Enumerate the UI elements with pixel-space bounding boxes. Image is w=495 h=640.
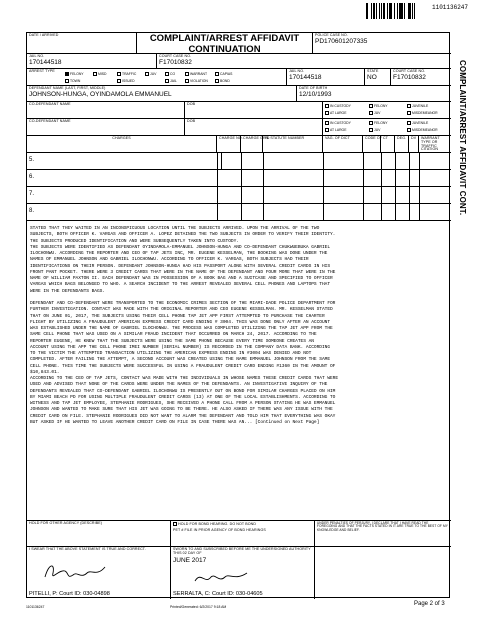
checkbox-icon: [369, 121, 373, 125]
narrative-line: NAMES OF EMMANUEL JOHNSON AND GABRIEL ILOCHONWU. ACCORDING TO OFFICER K. VARGAS, BOTH SUBJECTS HAD THEIR: [30, 257, 309, 263]
opt-bond[interactable]: [215, 79, 230, 83]
narrative-line: COMPLETED. AFTER FAILING THE ATTEMPT, A SECOND ACCOUNT WAS CREATED USING THE NAME EMMANUEL JOHNSON FROM THE SAME: [30, 357, 331, 363]
swear-left: I SWEAR THAT THE ABOVE STATEMENT IS TRUE AND CORRECT.: [29, 547, 146, 551]
col-label: CT: [383, 136, 388, 140]
opt-label: TOWN: [70, 79, 81, 83]
col-label: VAG. OF DICT: [325, 136, 350, 140]
codef2-dob-cell: [185, 119, 323, 135]
narrative-line: USED AND ADVISED THAT NONE OF THE CARDS WERE UNDER THE NAMES OF THE DEFENDANTS. AN INVESTIGATIVE INQUIRY OF THE: [30, 382, 328, 388]
checkbox-icon: [215, 79, 219, 83]
opt-label: BOND: [220, 79, 230, 83]
date-cell: [27, 33, 137, 53]
opt-capias[interactable]: [215, 72, 232, 76]
form-subtitle: CONTINUATION: [188, 43, 261, 55]
column-divider: [363, 153, 364, 221]
form-title: COMPLAINT/ARREST AFFIDAVIT: [149, 33, 300, 44]
codef2-juv[interactable]: [369, 128, 380, 132]
narrative-line: CREDIT CARD ON FILE. STEPHANIE RODRIGUES DID NOT WANT TO ALARM THE DEFENDANT AND TOLD HIM THAT EVERYTHING WAS OKAY: [30, 413, 336, 419]
opt-warrant[interactable]: [185, 72, 207, 76]
codef2-large[interactable]: [325, 128, 346, 132]
narrative-line: ILOCHONWU. ACCORDING THE REPORTER AND CEO OF TAP JETS INC, MR. EUGENE KESSELMAN, THE BOOKING WAS DONE UNDER THE: [30, 251, 328, 256]
codefendant-row-2: [27, 119, 451, 136]
opt-felony[interactable]: [65, 72, 84, 76]
defendant-label: DEFENDANT NAME (LAST, FIRST, MIDDLE): [29, 86, 106, 90]
page-number: Page 2 of 3: [414, 601, 445, 607]
opt-label: CO: [170, 72, 176, 76]
opt-label: WARRANT: [190, 72, 208, 76]
perjury-cell: [315, 521, 451, 546]
footer-printed: Printed/Generated: 6/2/2017 9:18 AM: [170, 605, 227, 609]
court-case-cell: [157, 54, 451, 68]
checkbox-icon: [407, 104, 411, 108]
signature-row: [27, 547, 451, 599]
narrative-line: SAME CELL PHONE THAT WAS USED ON A SIMILAR FRAUD INCIDENT THAT OCCURRED ON MARCH 24, 2017. ACCORDING TO THE: [30, 332, 317, 338]
opt-label: JUV: [374, 128, 381, 132]
hold-row: [27, 521, 451, 547]
opt-label: FELONY: [70, 72, 84, 76]
form-frame: [26, 32, 450, 598]
narrative-line: FLIGHT BY UTILIZING A FRAUDULENT AMERICAN EXPRESS CREDIT CARD ENDING # 3004. THIS WAS DONE ONLY AFTER AN ACCOUNT: [30, 319, 331, 325]
opt-label: TRAFFIC: [122, 72, 137, 76]
checkbox-icon: [165, 72, 169, 76]
opt-label: VIOLATION: [190, 79, 208, 83]
codef2-cell: [27, 119, 185, 135]
checkbox-icon: [325, 128, 329, 132]
column-divider: [409, 153, 410, 221]
date-label: DATE / ARRIVED: [29, 33, 59, 37]
hold-bond-cell: [171, 521, 315, 546]
charge-row: [27, 170, 451, 187]
court-case-no: F17010832: [159, 58, 192, 66]
jail-no2-cell: [287, 69, 365, 85]
narrative-line: THAT ON JUNE 01, 2017, THE SUBJECTS USING THEIR CELL PHONE TAP JET APP FIRST ATTEMPTED TO PURCHASE THE CHARTER: [30, 313, 325, 319]
jail-no2-label: JAIL NO.: [289, 69, 305, 73]
charges-col-header: [27, 136, 217, 152]
opt-label: AT LARGE: [330, 111, 347, 115]
column-divider: [381, 153, 382, 221]
checkbox-icon: [65, 79, 69, 83]
checkbox-icon: [325, 121, 329, 125]
codef1-felony[interactable]: [369, 104, 388, 108]
codef2-dob-label: DOB: [187, 119, 196, 123]
charges-header-row: [27, 136, 451, 153]
codef2-opts: [323, 119, 451, 135]
perjury-text: UNDER PENALTIES OF PERJURY, I DECLARE THAT I HAVE READ THE FOREGOING AND THAT THE FACTS STATED IN IT ARE TRUE TO THE BEST OF MY KNOWLEDGE AND BELIEF.: [317, 521, 448, 532]
opt-town[interactable]: [65, 79, 80, 83]
opt-traffic[interactable]: [117, 72, 136, 76]
blank-sign-cell: [315, 547, 451, 599]
state-cell: [365, 69, 391, 85]
narrative-line: THE SUBJECTS WERE IDENTIFIED AS DEFENDANT OYINDAMOLA-EMMANUEL JOHNSON-HUNGA AND CO-DEFENDANT CHUKWUEBUKA GABRIEL: [30, 244, 331, 250]
narrative-line: FRONT PANT POCKET. THERE WERE 3 CREDIT CARDS THAT WERE IN THE NAME OF THE DEFENDANT AND FOUR MORE THAT WERE IN THE: [30, 269, 336, 275]
checkbox-icon: [369, 104, 373, 108]
col-label: DV: [411, 136, 417, 140]
checkbox-icon: [93, 72, 97, 76]
arrest-type-row: [27, 69, 451, 86]
opt-label: FELONY: [374, 121, 388, 125]
narrative-text: [30, 226, 448, 426]
opt-label: JUV: [150, 72, 157, 76]
opt-co[interactable]: [165, 72, 175, 76]
charge-row-number: 5.: [29, 157, 35, 163]
officer1-signature: [41, 559, 111, 585]
title-cell: [137, 33, 313, 53]
checkbox-icon: [325, 104, 329, 108]
opt-label: IN CUSTODY: [330, 121, 351, 125]
document-number: 1101136247: [432, 4, 469, 11]
checkbox-icon: [145, 72, 149, 76]
hold-bond-sub: PET # FILE IN PRIOR AGENCY OF BOND HEARINGS: [173, 527, 266, 532]
ct-col-header: [381, 136, 395, 152]
narrative-line: DEFENDANT AND CO-DEFENDANT WERE TRANSPORTED TO THE ECONOMIC CRIMES SECTION OF THE MIAMI-DADE POLICE DEPARTMENT FOR: [30, 301, 336, 306]
title-row: [27, 33, 451, 54]
codef2-custody[interactable]: [325, 121, 351, 125]
codefendant-row-1: [27, 102, 451, 119]
checkbox-icon: [173, 522, 177, 526]
codef1-custody[interactable]: [325, 104, 351, 108]
dob-cell: [297, 86, 451, 101]
side-title: COMPLAINT/ARREST AFFIDAVIT CONT.: [458, 60, 467, 216]
checkbox-icon: [65, 72, 69, 76]
opt-label: MISD: [98, 72, 107, 76]
checkbox-icon: [369, 128, 373, 132]
narrative-line: WAS ESTABLISHED UNDER THE NAME OF GABRIEL ILOCHONWU. THE PROCESS WAS COMPLETED UTILIZING THE TAP JET APP FROM THE: [30, 326, 333, 331]
narrative-line: WITNESS AND TAP JET EMPLOYEE, STEPHANIE RODRIGUES, SHE RECEIVED A PHONE CALL FROM A PERSON STATING HE WAS EMMANUEL: [30, 401, 336, 406]
officer1-name: PITELLI, P: Court ID: 030-04898: [29, 590, 110, 597]
deg-col-header: [395, 136, 409, 152]
opt-label: JUV: [374, 111, 381, 115]
opt-label: FELONY: [374, 104, 388, 108]
checkbox-icon: [117, 79, 121, 83]
state-label: STATE: [367, 69, 379, 73]
narrative-line: FURTHER INVESTIGATION. CONTACT WAS MADE WITH THE ORIGINAL REPORTER AND CEO EUGENE KESSELMAN. MR. KESSELMAN STATED: [30, 307, 333, 313]
codef1-juvenile[interactable]: [407, 104, 428, 108]
opt-label: JUVENILE: [412, 104, 429, 108]
narrative-line: IDENTIFICATIONS ON THEIR PERSON. DEFENDANT JOHNSON-HUNGA HAD HIS PASSPORT ALONG WITH SEVERAL CREDIT CARDS IN HIS: [30, 263, 331, 269]
hold-other-cell: [27, 521, 171, 546]
hold-other-label: HOLD FOR OTHER AGENCY (DESCRIBE): [29, 521, 103, 525]
charge-row-number: 7.: [29, 191, 35, 197]
narrative-line: BUT ASKED IF HE WANTED TO LEAVE ANOTHER CREDIT CARD ON FILE IN CASE THERE WAS AN... [Continued on Next Page]: [30, 419, 320, 425]
opt-jail[interactable]: [165, 79, 177, 83]
opt-label: MISDEMEANOR: [412, 111, 438, 115]
opt-misd[interactable]: [93, 72, 106, 76]
col-label: DEG.: [397, 136, 407, 140]
footer-docnum: 1101136247: [26, 605, 45, 609]
narrative-line: TO THE VICTIM THE ATTEMPTED TRANSACTION UTILIZING THE AMERICAN EXPRESS ENDING IN #3004 WAS DENIED AND NOT: [30, 351, 312, 356]
opt-violation[interactable]: [185, 79, 208, 83]
checkbox-icon: [407, 111, 411, 115]
narrative-line: DEFENDANTS REVEALED THAT CO-DEFENDANT GABRIEL ILOCHONWU IS PRESENTLY OUT ON BOND FOR SIMILAR CHARGES PLACED ON HIM: [30, 388, 336, 394]
hold-bond-label[interactable]: [173, 522, 312, 527]
dob-label: DATE OF BIRTH: [299, 86, 328, 90]
column-divider: [217, 153, 218, 221]
codef2-label: CO-DEFENDANT NAME: [29, 119, 71, 123]
court-case2-cell: [391, 69, 451, 85]
opt-label: JUVENILE: [412, 121, 429, 125]
codef1-large[interactable]: [325, 111, 346, 115]
charge-grid-col-header: [241, 136, 270, 152]
narrative-line: ACCORDING TO THE CEO OF TAP JETS, CONTACT WAS MADE WITH THE INDIVIDUALS IN WHOSE NAMES THESE CREDIT CARDS THAT WERE: [30, 376, 339, 381]
defendant-cell: [27, 86, 297, 101]
narrative-section: [27, 221, 451, 521]
codef2-felony[interactable]: [369, 121, 388, 125]
opt-label: ISSUED: [122, 79, 135, 83]
charge-row: [27, 187, 451, 204]
col-label: FL STATUTE NUMBER: [265, 136, 305, 140]
vag-col-header: [323, 136, 363, 152]
warrant-col-header: [419, 136, 451, 152]
codef1-misd[interactable]: [407, 111, 438, 115]
checkbox-icon: [185, 79, 189, 83]
officer1-sign-cell: [27, 547, 171, 599]
charge-row: [27, 153, 451, 170]
narrative-line: CELL PHONE. THIS TIME THE SUBJECTS WERE SUCCESSFUL IN USING A FRAUDULENT CREDIT CARD ENDING #1360 IN THE AMOUNT OF: [30, 363, 336, 369]
narrative-line: WERE IN THE DEFENDANTS BAGS.: [30, 288, 106, 294]
arrest-type-label: ARREST TYPE: [29, 69, 55, 73]
codef2-misd[interactable]: [407, 128, 438, 132]
arrest-type-cell: [27, 69, 287, 85]
police-case-cell: [313, 33, 451, 53]
narrative-line: ACCOUNT USING THE APP THE CELL PHONE IMEI NUMBER (SERIAL NUMBER) IS RECORDED IN THE COMPANY DATA BANK. ACCORDING: [30, 344, 331, 350]
checkbox-icon: [407, 128, 411, 132]
checkbox-icon: [185, 72, 189, 76]
narrative-line: $10,843.01.: [30, 369, 60, 375]
charge-row-number: 6.: [29, 174, 35, 180]
codef2-juvenile[interactable]: [407, 121, 428, 125]
barcode: [366, 3, 432, 19]
codef1-dob-cell: [185, 102, 323, 118]
narrative-line: JOHNSON AND WANTED TO MAKE SURE THAT HIS JET WAS GOING TO BE THERE. HE ALSO ASKED IF THERE WAS ANY ISSUE WITH THE: [30, 407, 333, 413]
checkbox-icon: [215, 72, 219, 76]
col-label: CHARGE GRID: [243, 136, 270, 140]
narrative-line: VARGAS WHICH BAGS BELONGED TO WHO. A SEARCH INCIDENT TO THE ARREST REVEALED SEVERAL CELL PHONES AND LAPTOPS THAT: [30, 282, 331, 288]
narrative-line: SUBJECTS, BOTH OFFICER K. VARGAS AND OFFICER A. LOPEZ DETAINED THE TWO SUBJECTS IN ORDER TO VERIFY THEIR IDENTITY.: [30, 232, 336, 238]
code-col-header: [363, 136, 381, 152]
jail-no-label: JAIL NO.: [29, 54, 45, 58]
officer2-signature: [191, 569, 251, 587]
police-case-label: POLICE CASE NO.: [315, 33, 348, 37]
narrative-line: NAME OF WILLIAM PAXTON II. EACH DEFENDANT WAS IN POSSESSION OF A BOOK BAG AND A SUITCASE AND SPECIFIED TO OFFICER: [30, 276, 333, 281]
narrative-line: THE SUBJECTS PRODUCED IDENTIFICATION AND WERE SUBSEQUENTLY TAKEN INTO CUSTODY.: [30, 238, 239, 244]
opt-label: CAPIAS: [220, 72, 233, 76]
statute-col-header: [263, 136, 323, 152]
checkbox-icon: [325, 111, 329, 115]
defendant-name: JOHNSON-HUNGA, OYINDAMOLA EMMANUEL: [29, 90, 172, 98]
court-case2-label: COURT CASE NO.: [393, 69, 426, 73]
checkbox-icon: [165, 79, 169, 83]
col-label: CHARGES: [112, 136, 131, 140]
column-divider: [241, 153, 242, 221]
narrative-line: STATED THAT THEY WAITED IN AN INCONSPICUOUS LOCATION UNTIL THE SUBJECTS ARRIVED. UPON THE ARRIVAL OF THE TWO: [30, 226, 320, 231]
codef1-label: CO-DEFENDANT NAME: [29, 102, 71, 106]
col-label: WARRANT TYPE OR TRAFFIC CITATION: [421, 136, 440, 152]
state-value: NO: [367, 73, 377, 81]
narrative-line: REPORTER EUGENE, HE KNEW THAT THE SUBJECTS WERE USING THE SAME PHONE BECAUSE EVERY TIME SOMEONE CREATES AN: [30, 338, 314, 344]
charge-no-col-header: [217, 136, 241, 152]
opt-label: AT LARGE: [330, 128, 347, 132]
jail-row: [27, 54, 451, 69]
jail-cell: [27, 54, 157, 68]
opt-label: IN CUSTODY: [330, 104, 351, 108]
checkbox-icon: [407, 121, 411, 125]
narrative-line: BY MIAMI BEACH PD FOR USING MULTIPLE FRAUDULENT CREDIT CARDS (13) AT ONE OF THE LOCAL ESTABLISHMENTS. ACCORDING TO: [30, 394, 336, 400]
dob-value: 12/10/1993: [299, 90, 332, 98]
checkbox-icon: [117, 72, 121, 76]
column-divider: [323, 153, 324, 221]
opt-label: MISDEMEANOR: [412, 128, 438, 132]
opt-label: JAIL: [170, 79, 177, 83]
defendant-row: [27, 86, 451, 102]
codef1-dob-label: DOB: [187, 102, 196, 106]
col-label: CHARGE NO.: [219, 136, 243, 140]
opt-issued[interactable]: [117, 79, 135, 83]
court-case2: F17010832: [393, 73, 426, 81]
codef1-juv[interactable]: [369, 111, 380, 115]
column-divider: [419, 153, 420, 221]
charge-row-number: 8.: [29, 208, 35, 214]
hold-bond-text: HOLD FOR BOND HEARING. DO NOT BOND: [178, 521, 257, 526]
swear-mid: SWORN TO AND SUBSCRIBED BEFORE ME THE UNDERSIGNED AUTHORITY THIS 02 DAY OF: [173, 547, 311, 555]
checkbox-icon: [369, 111, 373, 115]
jail-no: 170144518: [29, 58, 62, 66]
jail-no2: 170144518: [289, 73, 322, 81]
dv-col-header: [409, 136, 419, 152]
codef1-cell: [27, 102, 185, 118]
column-divider: [263, 153, 264, 221]
officer2-sign-cell: [171, 547, 315, 599]
column-divider: [395, 153, 396, 221]
swear-date: JUNE 2017: [173, 556, 207, 564]
codef1-opts: [323, 102, 451, 118]
police-case-no: PD170601207335: [315, 37, 368, 45]
charge-row: [27, 204, 451, 221]
court-case-label: COURT CASE NO.: [159, 54, 192, 58]
officer2-name: SERRALTA, C: Court ID: 030-04605: [173, 590, 263, 597]
col-label: CODE OF: [365, 136, 383, 140]
opt-juv[interactable]: [145, 72, 156, 76]
